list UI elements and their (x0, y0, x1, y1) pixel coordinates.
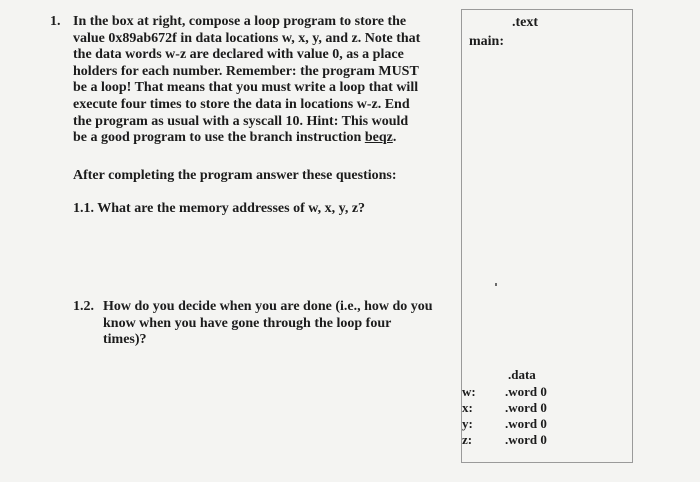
question-line: holders for each number. Remember: the program MUST (73, 63, 419, 79)
subquestion-line: How do you decide when you are done (i.e., how do you (103, 299, 433, 314)
text-directive: .text (512, 15, 539, 30)
question-line: In the box at right, compose a loop program to store the (73, 14, 407, 29)
code-answer-box[interactable] (461, 9, 633, 463)
data-word-x: .word 0 (505, 400, 547, 415)
question-text (73, 14, 458, 147)
data-label-y: y: (462, 416, 473, 431)
end-punctuation: . (392, 130, 397, 146)
pen-mark (495, 283, 497, 286)
data-word-y: .word 0 (505, 416, 547, 431)
subquestion-1-2-number: 1.2. (73, 299, 94, 314)
main-label: main: (469, 34, 504, 49)
data-directive: .data (508, 367, 536, 382)
question-line-last (73, 130, 458, 147)
data-label-x: x: (462, 400, 473, 415)
subquestion-line: times)? (103, 332, 147, 348)
question-line: the program as usual with a syscall 10. Hint: This would (73, 113, 409, 129)
question-line: execute four times to store the data in locations w-z. End (73, 96, 410, 112)
question-number: 1. (50, 14, 61, 29)
instructions-after: After completing the program answer these questions: (73, 168, 397, 183)
question-line: value 0x89ab672f in data locations w, x, y, and z. Note that (73, 30, 421, 46)
data-word-z: .word 0 (505, 432, 547, 447)
question-line: be a loop! That means that you must write a loop that will (73, 80, 419, 96)
subquestion-1-2-text (103, 299, 448, 349)
question-line: be a good program to use the branch instruction (73, 130, 365, 146)
branch-instruction-keyword: beqz (364, 130, 393, 146)
data-label-w: w: (462, 384, 476, 399)
data-label-z: z: (462, 432, 473, 447)
subquestion-line: know when you have gone through the loop four (103, 315, 392, 331)
data-word-w: .word 0 (505, 384, 547, 399)
subquestion-1-1: 1.1. What are the memory addresses of w, x, y, z? (73, 201, 366, 216)
question-line: the data words w-z are declared with value 0, as a place (73, 47, 404, 63)
